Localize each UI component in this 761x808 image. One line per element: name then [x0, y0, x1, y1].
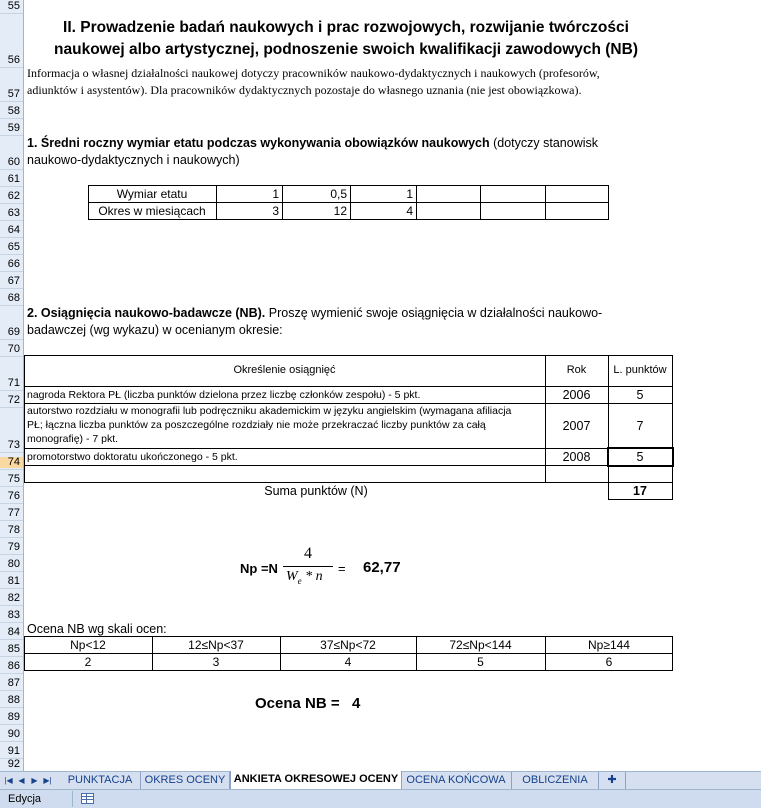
ocena-value[interactable]: 4: [352, 695, 361, 712]
section2-heading-line2: badawczej (wg wykazu) w ocenianym okresie:: [27, 323, 283, 337]
active-cell-selection[interactable]: [607, 447, 674, 467]
row-number[interactable]: 73: [7, 439, 20, 451]
achievement-desc-line2[interactable]: PŁ; łączna liczba punktów za poszczególne rozdziały nie może przekraczać liczby punktów za całą: [27, 419, 486, 431]
etat-vline: [480, 185, 481, 220]
row-divider: [0, 390, 23, 391]
scale-grade[interactable]: 5: [477, 655, 484, 669]
formula-equals: =: [338, 561, 346, 576]
row-number[interactable]: 83: [7, 609, 20, 621]
row-number[interactable]: 75: [7, 473, 20, 485]
row-number[interactable]: 84: [7, 626, 20, 638]
row-divider: [0, 356, 23, 357]
sheet-tab-ocena-koncowa[interactable]: OCENA KOŃCOWA: [401, 772, 512, 789]
row-divider: [0, 503, 23, 504]
etat-cell[interactable]: 4: [406, 204, 413, 218]
row-divider: [0, 554, 23, 555]
row-number[interactable]: 60: [7, 156, 20, 168]
row-divider: [0, 571, 23, 572]
row-divider: [0, 520, 23, 521]
row-divider: [0, 237, 23, 238]
row-divider: [0, 486, 23, 487]
row-divider: [0, 452, 23, 453]
row-number[interactable]: 63: [7, 207, 20, 219]
row-number[interactable]: 88: [7, 694, 20, 706]
col-header-year: Rok: [566, 364, 587, 376]
scale-grade[interactable]: 2: [84, 655, 92, 669]
row-number[interactable]: 77: [7, 507, 20, 519]
achievement-year[interactable]: 2008: [562, 450, 591, 464]
row-divider: [0, 67, 23, 68]
ach-hline: [24, 403, 673, 404]
row-number[interactable]: 72: [7, 394, 20, 406]
prev-sheet-icon[interactable]: ◀: [18, 776, 25, 785]
achievement-desc-line3[interactable]: monografię) - 7 pkt.: [27, 433, 119, 445]
formula-denominator-rest: * n: [301, 569, 323, 584]
ach-hline: [24, 448, 673, 449]
row-divider: [0, 656, 23, 657]
row-number[interactable]: 89: [7, 711, 20, 723]
achievement-points[interactable]: 5: [636, 388, 644, 402]
scale-grade[interactable]: 3: [212, 655, 220, 669]
achievement-desc[interactable]: nagroda Rektora PŁ (liczba punktów dzielona przez liczbę członków zespołu) - 5 pkt.: [27, 389, 421, 401]
row-number[interactable]: 91: [7, 745, 20, 757]
info-line2: adiunktów i asystentów). Dla pracowników dydaktycznych pozostaje do własnego uznania (nie jest obowiązkowa).: [27, 83, 582, 97]
sheet-tab-ankieta[interactable]: ANKIETA OKRESOWEJ OCENY: [230, 771, 402, 789]
ach-hline: [24, 465, 673, 466]
row-divider: [0, 407, 23, 408]
row-divider: [0, 288, 23, 289]
row-number[interactable]: 76: [7, 490, 20, 502]
row-divider: [0, 203, 23, 204]
row-number[interactable]: 66: [7, 258, 20, 270]
row-number[interactable]: 59: [7, 122, 20, 134]
row-divider: [0, 169, 23, 170]
row-divider: [0, 707, 23, 708]
row-number[interactable]: 71: [7, 377, 20, 389]
row-number[interactable]: 90: [7, 728, 20, 740]
insert-sheet-icon[interactable]: ✚: [599, 772, 626, 789]
row-number[interactable]: 58: [7, 105, 20, 117]
etat-row2-label[interactable]: Okres w miesiącach: [98, 204, 206, 218]
etat-divider: [88, 202, 609, 203]
row-number[interactable]: 92: [7, 758, 20, 770]
formula-denominator-sub: e: [297, 575, 302, 586]
scale-range[interactable]: 37≤Np<72: [320, 638, 376, 652]
row-divider: [0, 690, 23, 691]
section2-heading-bold: 2. Osiągnięcia naukowo-badawcze (NB).: [27, 306, 266, 320]
row-divider: [0, 220, 23, 221]
row-number[interactable]: 56: [7, 54, 20, 66]
row-divider: [0, 673, 23, 674]
row-divider: [0, 622, 23, 623]
row-number[interactable]: 62: [7, 190, 20, 202]
first-sheet-icon[interactable]: |◀: [4, 776, 13, 785]
col-header-points: L. punktów: [613, 364, 667, 376]
section1-heading: [27, 136, 598, 150]
row-number[interactable]: 61: [7, 173, 20, 185]
row-number[interactable]: 86: [7, 660, 20, 672]
row-divider: [0, 605, 23, 606]
sheet-icon[interactable]: [81, 793, 94, 804]
row-divider: [0, 639, 23, 640]
row-divider: [0, 469, 23, 470]
row-number[interactable]: 65: [7, 241, 20, 253]
row-number[interactable]: 78: [7, 524, 20, 536]
row-divider: [0, 13, 23, 14]
row-divider: [0, 724, 23, 725]
row-divider: [0, 588, 23, 589]
row-divider: [0, 339, 23, 340]
next-sheet-icon[interactable]: ▶: [31, 776, 38, 785]
formula-denominator-w: W: [286, 569, 298, 584]
status-divider: [72, 791, 73, 807]
scale-label: Ocena NB wg skali ocen:: [27, 622, 167, 636]
scale-grade[interactable]: 6: [605, 655, 613, 669]
ocena-label: Ocena NB =: [255, 695, 340, 712]
achievement-desc[interactable]: promotorstwo doktoratu ukończonego - 5 pkt.: [27, 451, 238, 463]
section1-heading-line2: naukowo-dydaktycznych i naukowych): [27, 153, 240, 167]
row-divider: [0, 254, 23, 255]
status-bar: [0, 789, 761, 808]
ach-hline: [608, 499, 673, 500]
etat-cell[interactable]: 1: [406, 187, 413, 201]
formula-left: Np =N: [240, 561, 278, 576]
row-divider: [0, 135, 23, 136]
col-header-desc: Określenie osiągnięć: [233, 364, 336, 376]
sheet-tab-obliczenia[interactable]: OBLICZENIA: [512, 772, 599, 789]
row-number[interactable]: 57: [7, 88, 20, 100]
row-number[interactable]: 68: [7, 292, 20, 304]
section-title-line2: naukowej albo artystycznej, podnoszenie swoich kwalifikacji zawodowych (NB): [54, 41, 638, 58]
section1-heading-bold: 1. Średni roczny wymiar etatu podczas wykonywania obowiązków naukowych: [27, 136, 490, 150]
row-divider: [0, 186, 23, 187]
scale-grade[interactable]: 4: [344, 655, 352, 669]
scale-range[interactable]: 12≤Np<37: [188, 638, 244, 652]
fraction-bar: [283, 566, 333, 567]
section2-heading-rest: Proszę wymienić swoje osiągnięcia w działalności naukowo-: [265, 306, 603, 320]
row-number[interactable]: 69: [7, 326, 20, 338]
sheet-tab-punktacja[interactable]: PUNKTACJA: [60, 772, 141, 789]
row-divider: [0, 101, 23, 102]
row-number[interactable]: 82: [7, 592, 20, 604]
last-sheet-icon[interactable]: ▶|: [43, 776, 52, 785]
row-number[interactable]: 80: [7, 558, 20, 570]
formula-result[interactable]: 62,77: [363, 559, 401, 576]
row-divider: [0, 305, 23, 306]
section2-heading: [27, 306, 602, 320]
etat-row1-label[interactable]: Wymiar etatu: [116, 187, 188, 201]
row-number[interactable]: 87: [7, 677, 20, 689]
row-divider: [0, 537, 23, 538]
etat-vline: [416, 185, 417, 220]
row-divider: [0, 741, 23, 742]
ach-hline: [24, 355, 673, 356]
achievement-year[interactable]: 2006: [562, 388, 591, 402]
status-mode: Edycja: [8, 793, 42, 805]
row-number[interactable]: 55: [7, 0, 20, 12]
etat-vline: [545, 185, 546, 220]
info-line1: Informacja o własnej działalności naukowej dotyczy pracowników naukowo-dydaktycznych i naukowych (profesorów,: [27, 66, 600, 80]
row-number[interactable]: 74: [0, 457, 23, 468]
section-title-line1: II. Prowadzenie badań naukowych i prac rozwojowych, rozwijanie twórczości: [63, 19, 629, 36]
row-number[interactable]: 64: [7, 224, 20, 236]
row-number[interactable]: 85: [7, 643, 20, 655]
row-number[interactable]: 79: [7, 541, 20, 553]
sum-label: Suma punktów (N): [264, 484, 368, 498]
achievement-desc-line1[interactable]: autorstwo rozdziału w monografii lub podręczniku akademickim w języku angielskim (wymagana afiliacja: [27, 405, 512, 417]
ach-hline: [24, 482, 673, 483]
etat-cell[interactable]: 0,5: [330, 187, 347, 201]
scale-range[interactable]: Np<12: [70, 638, 106, 652]
etat-cell[interactable]: 1: [272, 187, 279, 201]
achievement-points[interactable]: 5: [636, 450, 644, 464]
ach-vline: [672, 355, 673, 500]
formula-denominator: [286, 569, 323, 586]
row-divider: [0, 271, 23, 272]
ach-hline: [24, 386, 673, 387]
etat-cell[interactable]: 12: [333, 204, 347, 218]
section1-heading-rest: (dotyczy stanowisk: [489, 136, 598, 150]
achievement-year[interactable]: 2007: [562, 419, 591, 433]
row-number[interactable]: 70: [7, 343, 20, 355]
row-number[interactable]: 67: [7, 275, 20, 287]
scale-range[interactable]: Np≥144: [588, 638, 630, 652]
row-number[interactable]: 81: [7, 575, 20, 587]
etat-cell[interactable]: 3: [272, 204, 279, 218]
sum-value[interactable]: 17: [633, 484, 647, 498]
sheet-tab-bar: [0, 771, 761, 790]
scale-range[interactable]: 72≤Np<144: [449, 638, 512, 652]
achievement-points[interactable]: 7: [636, 419, 644, 433]
row-divider: [0, 118, 23, 119]
formula-numerator: 4: [304, 545, 312, 562]
sheet-tab-okres-oceny[interactable]: OKRES OCENY: [141, 772, 230, 789]
scale-hline: [24, 653, 673, 654]
